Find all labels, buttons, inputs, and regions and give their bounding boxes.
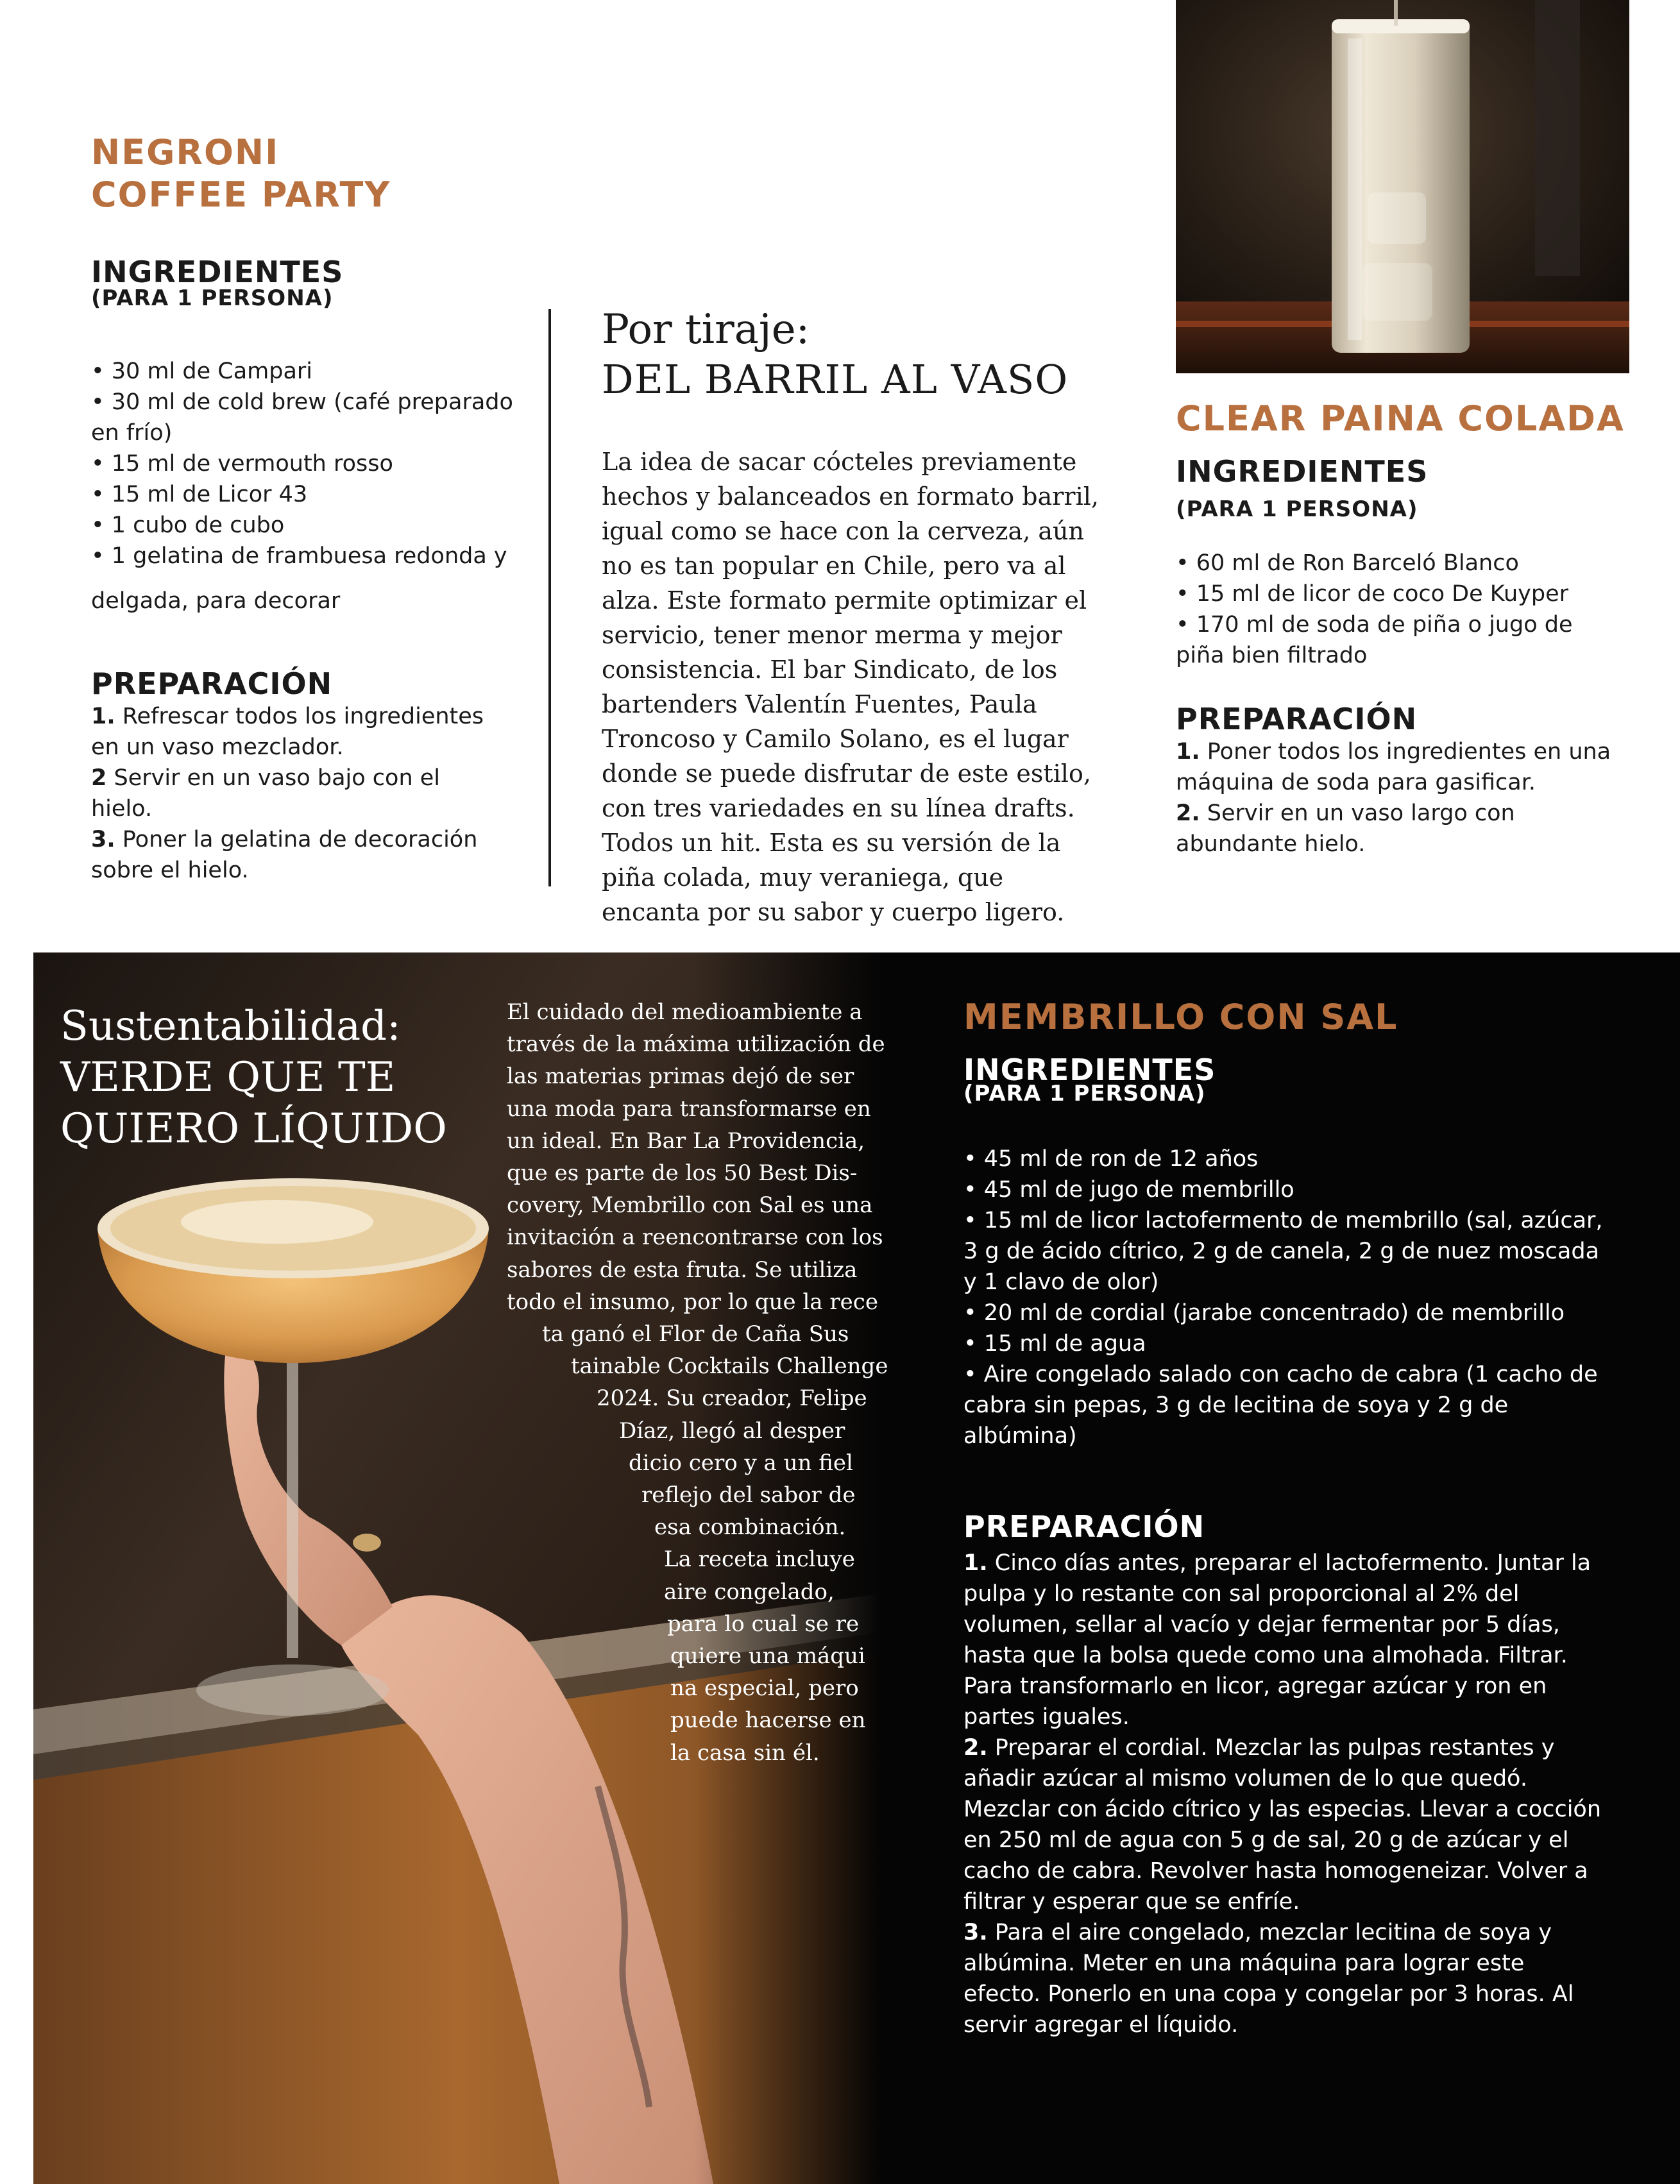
negroni-recipe [91, 131, 527, 886]
negroni-ingredients-heading: INGREDIENTES [91, 255, 344, 289]
list-item: • 45 ml de jugo de membrillo [963, 1177, 1294, 1203]
list-item: • 30 ml de cold brew (café preparado en frío) [91, 389, 513, 446]
sustentabilidad-title-line3: QUIERO LÍQUIDO [60, 1105, 447, 1153]
column-divider [548, 309, 551, 886]
body-line: la casa sin él. [670, 1740, 820, 1766]
step-text: Preparar el cordial. Mezclar las pulpas restantes y añadir azúcar al mismo volumen de lo que quedó. Mezclar con ácido cítrico y las especias. Llevar a cocción en 250 ml de agua con 5 g de sal, 20 g de azúcar y el cacho de cabra. Revolver hasta homogeneizar. Volver a filtrar y esperar que se enfríe. [963, 1735, 1602, 1915]
body-line: un ideal. En Bar La Providencia, [507, 1128, 865, 1154]
list-item: • 1 gelatina de frambuesa redonda y [91, 543, 507, 569]
clear-paina-recipe [1176, 398, 1625, 859]
body-line: las materias primas dejó de ser [507, 1063, 854, 1090]
step-number: 3. [963, 1920, 988, 1945]
body-line: tainable Cocktails Challenge [571, 1353, 888, 1380]
body-line: 2024. Su creador, Felipe [597, 1385, 867, 1412]
membrillo-ingredients-heading: INGREDIENTES [963, 1053, 1216, 1087]
body-line: reflejo del sabor de [641, 1482, 856, 1509]
body-line: esa combinación. [654, 1514, 846, 1541]
tiraje-body: La idea de sacar cócteles previamente hechos y balanceados en formato barril, igual como se hace con la cerveza, aún no es tan popular en Chile, pero va al alza. Este formato permite optimizar el servicio, tener menor merma y mejor consistencia. El bar Sindicato, de los bartenders Valentín Fuentes, Paula Troncoso y Camilo Solano, es el lugar donde se puede disfrutar de este estilo, con tres variedades en su línea drafts. Todos un hit. Esta es su versión de la piña colada, muy veraniega, que encanta por su sabor y cuerpo ligero. [602, 448, 1099, 926]
step-number: 2. [1176, 800, 1200, 826]
clear-paina-preparation-heading: PREPARACIÓN [1176, 702, 1418, 736]
step-number: 3. [91, 827, 115, 852]
tiraje-title-line2: DEL BARRIL AL VASO [602, 356, 1069, 403]
body-line: ta ganó el Flor de Caña Sus [542, 1321, 849, 1348]
list-item: delgada, para decorar [91, 588, 341, 614]
list-item: • 170 ml de soda de piña o jugo de piña bien filtrado [1176, 612, 1573, 668]
step-number: 1. [963, 1550, 988, 1576]
body-line: invitación a reencontrarse con los [507, 1224, 883, 1251]
step-number: 2. [963, 1735, 988, 1761]
step-number: 1. [1176, 739, 1200, 765]
body-line: que es parte de los 50 Best Dis- [507, 1160, 858, 1187]
sustentabilidad-title [60, 1001, 471, 1155]
body-line: puede hacerse en [670, 1707, 866, 1734]
membrillo-title: MEMBRILLO CON SAL [963, 997, 1398, 1037]
step-number: 2 [91, 765, 107, 791]
step-text: Para el aire congelado, mezclar lecitina de soya y albúmina. Meter en una máquina para lograr este efecto. Ponerlo en una copa y congelar por 3 horas. Al servir agregar el líquido. [963, 1920, 1574, 2038]
step-text: Servir en un vaso bajo con el hielo. [91, 765, 441, 822]
negroni-steps [91, 701, 508, 886]
prep-step [1176, 736, 1618, 798]
clear-paina-ingredients-heading: INGREDIENTES [1176, 454, 1429, 489]
list-item: • Aire congelado salado con cacho de cabra (1 cacho de cabra sin pepas, 3 g de lecitina de soya y 2 g de albúmina) [963, 1362, 1598, 1449]
list-item: • 60 ml de Ron Barceló Blanco [1176, 550, 1519, 576]
negroni-preparation-heading: PREPARACIÓN [91, 666, 333, 701]
tiraje-article [602, 305, 1102, 929]
body-line: para lo cual se re [667, 1611, 860, 1637]
negroni-title [91, 131, 527, 216]
clear-paina-title: CLEAR PAINA COLADA [1176, 398, 1625, 439]
tiraje-title [602, 305, 1102, 405]
list-item: • 30 ml de Campari [91, 359, 313, 384]
list-item: • 45 ml de ron de 12 años [963, 1146, 1259, 1172]
sustentabilidad-title-line1: Sustentabilidad: [60, 1003, 401, 1050]
step-text: Refrescar todos los ingredientes en un vaso mezclador. [91, 704, 484, 760]
sustentabilidad-title-line2: VERDE QUE TE [60, 1054, 396, 1101]
prep-step [91, 824, 508, 886]
prep-step [91, 763, 508, 824]
list-item: • 15 ml de vermouth rosso [91, 451, 393, 477]
body-line: sabores de esta fruta. Se utiliza [507, 1257, 858, 1283]
prep-step [963, 1917, 1605, 2040]
body-line: El cuidado del medioambiente a [507, 999, 863, 1025]
list-item: • 15 ml de agua [963, 1331, 1146, 1357]
list-item: • 15 ml de Licor 43 [91, 482, 308, 507]
prep-step [1176, 798, 1618, 859]
step-number: 1. [91, 704, 115, 729]
body-line: aire congelado, [664, 1579, 835, 1605]
negroni-title-line2: COFFEE PARTY [91, 174, 391, 215]
body-line: todo el insumo, por lo que la rece [507, 1289, 878, 1315]
list-item: • 20 ml de cordial (jarabe concentrado) de membrillo [963, 1300, 1565, 1326]
list-item: • 1 cubo de cubo [91, 512, 285, 538]
prep-step [963, 1548, 1605, 1732]
prep-step [963, 1732, 1605, 1917]
body-line: una moda para transformarse en [507, 1096, 871, 1122]
membrillo-preparation-heading: PREPARACIÓN [963, 1509, 1205, 1544]
list-item: • 15 ml de licor de coco De Kuyper [1176, 581, 1569, 607]
membrillo-ingredients-list [963, 1144, 1605, 1452]
body-line: Díaz, llegó al desper [619, 1418, 845, 1444]
list-item: • 15 ml de licor lactofermento de membrillo (sal, azúcar, 3 g de ácido cítrico, 2 g de canela, 2 g de nuez moscada y 1 clavo de olor) [963, 1208, 1603, 1295]
tiraje-title-line1: Por tiraje: [602, 306, 810, 353]
step-text: Poner la gelatina de decoración sobre el hielo. [91, 827, 478, 883]
sustentabilidad-body [507, 996, 888, 1769]
body-line: dicio cero y a un fiel [629, 1450, 853, 1476]
membrillo-ingredients-sub: (PARA 1 PERSONA) [963, 1081, 1206, 1106]
membrillo-steps [963, 1548, 1605, 2040]
membrillo-recipe [963, 996, 1605, 2040]
step-text: Poner todos los ingredientes en una máquina de soda para gasificar. [1176, 739, 1611, 795]
clear-paina-steps [1176, 736, 1618, 859]
negroni-ingredients-list [91, 356, 527, 616]
body-line: quiere una máqui [670, 1643, 865, 1670]
negroni-ingredients-sub: (PARA 1 PERSONA) [91, 285, 334, 311]
body-line: covery, Membrillo con Sal es una [507, 1192, 873, 1219]
body-line: La receta incluye [664, 1546, 855, 1573]
step-text: Cinco días antes, preparar el lactofermento. Juntar la pulpa y lo restante con sal proporcional al 2% del volumen, sellar al vacío y dejar fermentar por 5 días, hasta que la bolsa quede como una almohada. Filtrar. Para transformarlo en licor, agregar azúcar y ron en partes iguales. [963, 1550, 1591, 1730]
body-line: na especial, pero [670, 1675, 859, 1702]
prep-step [91, 701, 508, 763]
highball-photo [1176, 0, 1629, 373]
step-text: Servir en un vaso largo con abundante hielo. [1176, 800, 1515, 857]
highball-glass-illustration [1176, 0, 1629, 373]
negroni-title-line1: NEGRONI [91, 132, 280, 173]
clear-paina-ingredients-sub: (PARA 1 PERSONA) [1176, 496, 1418, 522]
body-line: través de la máxima utilización de [507, 1031, 885, 1058]
clear-paina-ingredients-list [1176, 548, 1612, 671]
